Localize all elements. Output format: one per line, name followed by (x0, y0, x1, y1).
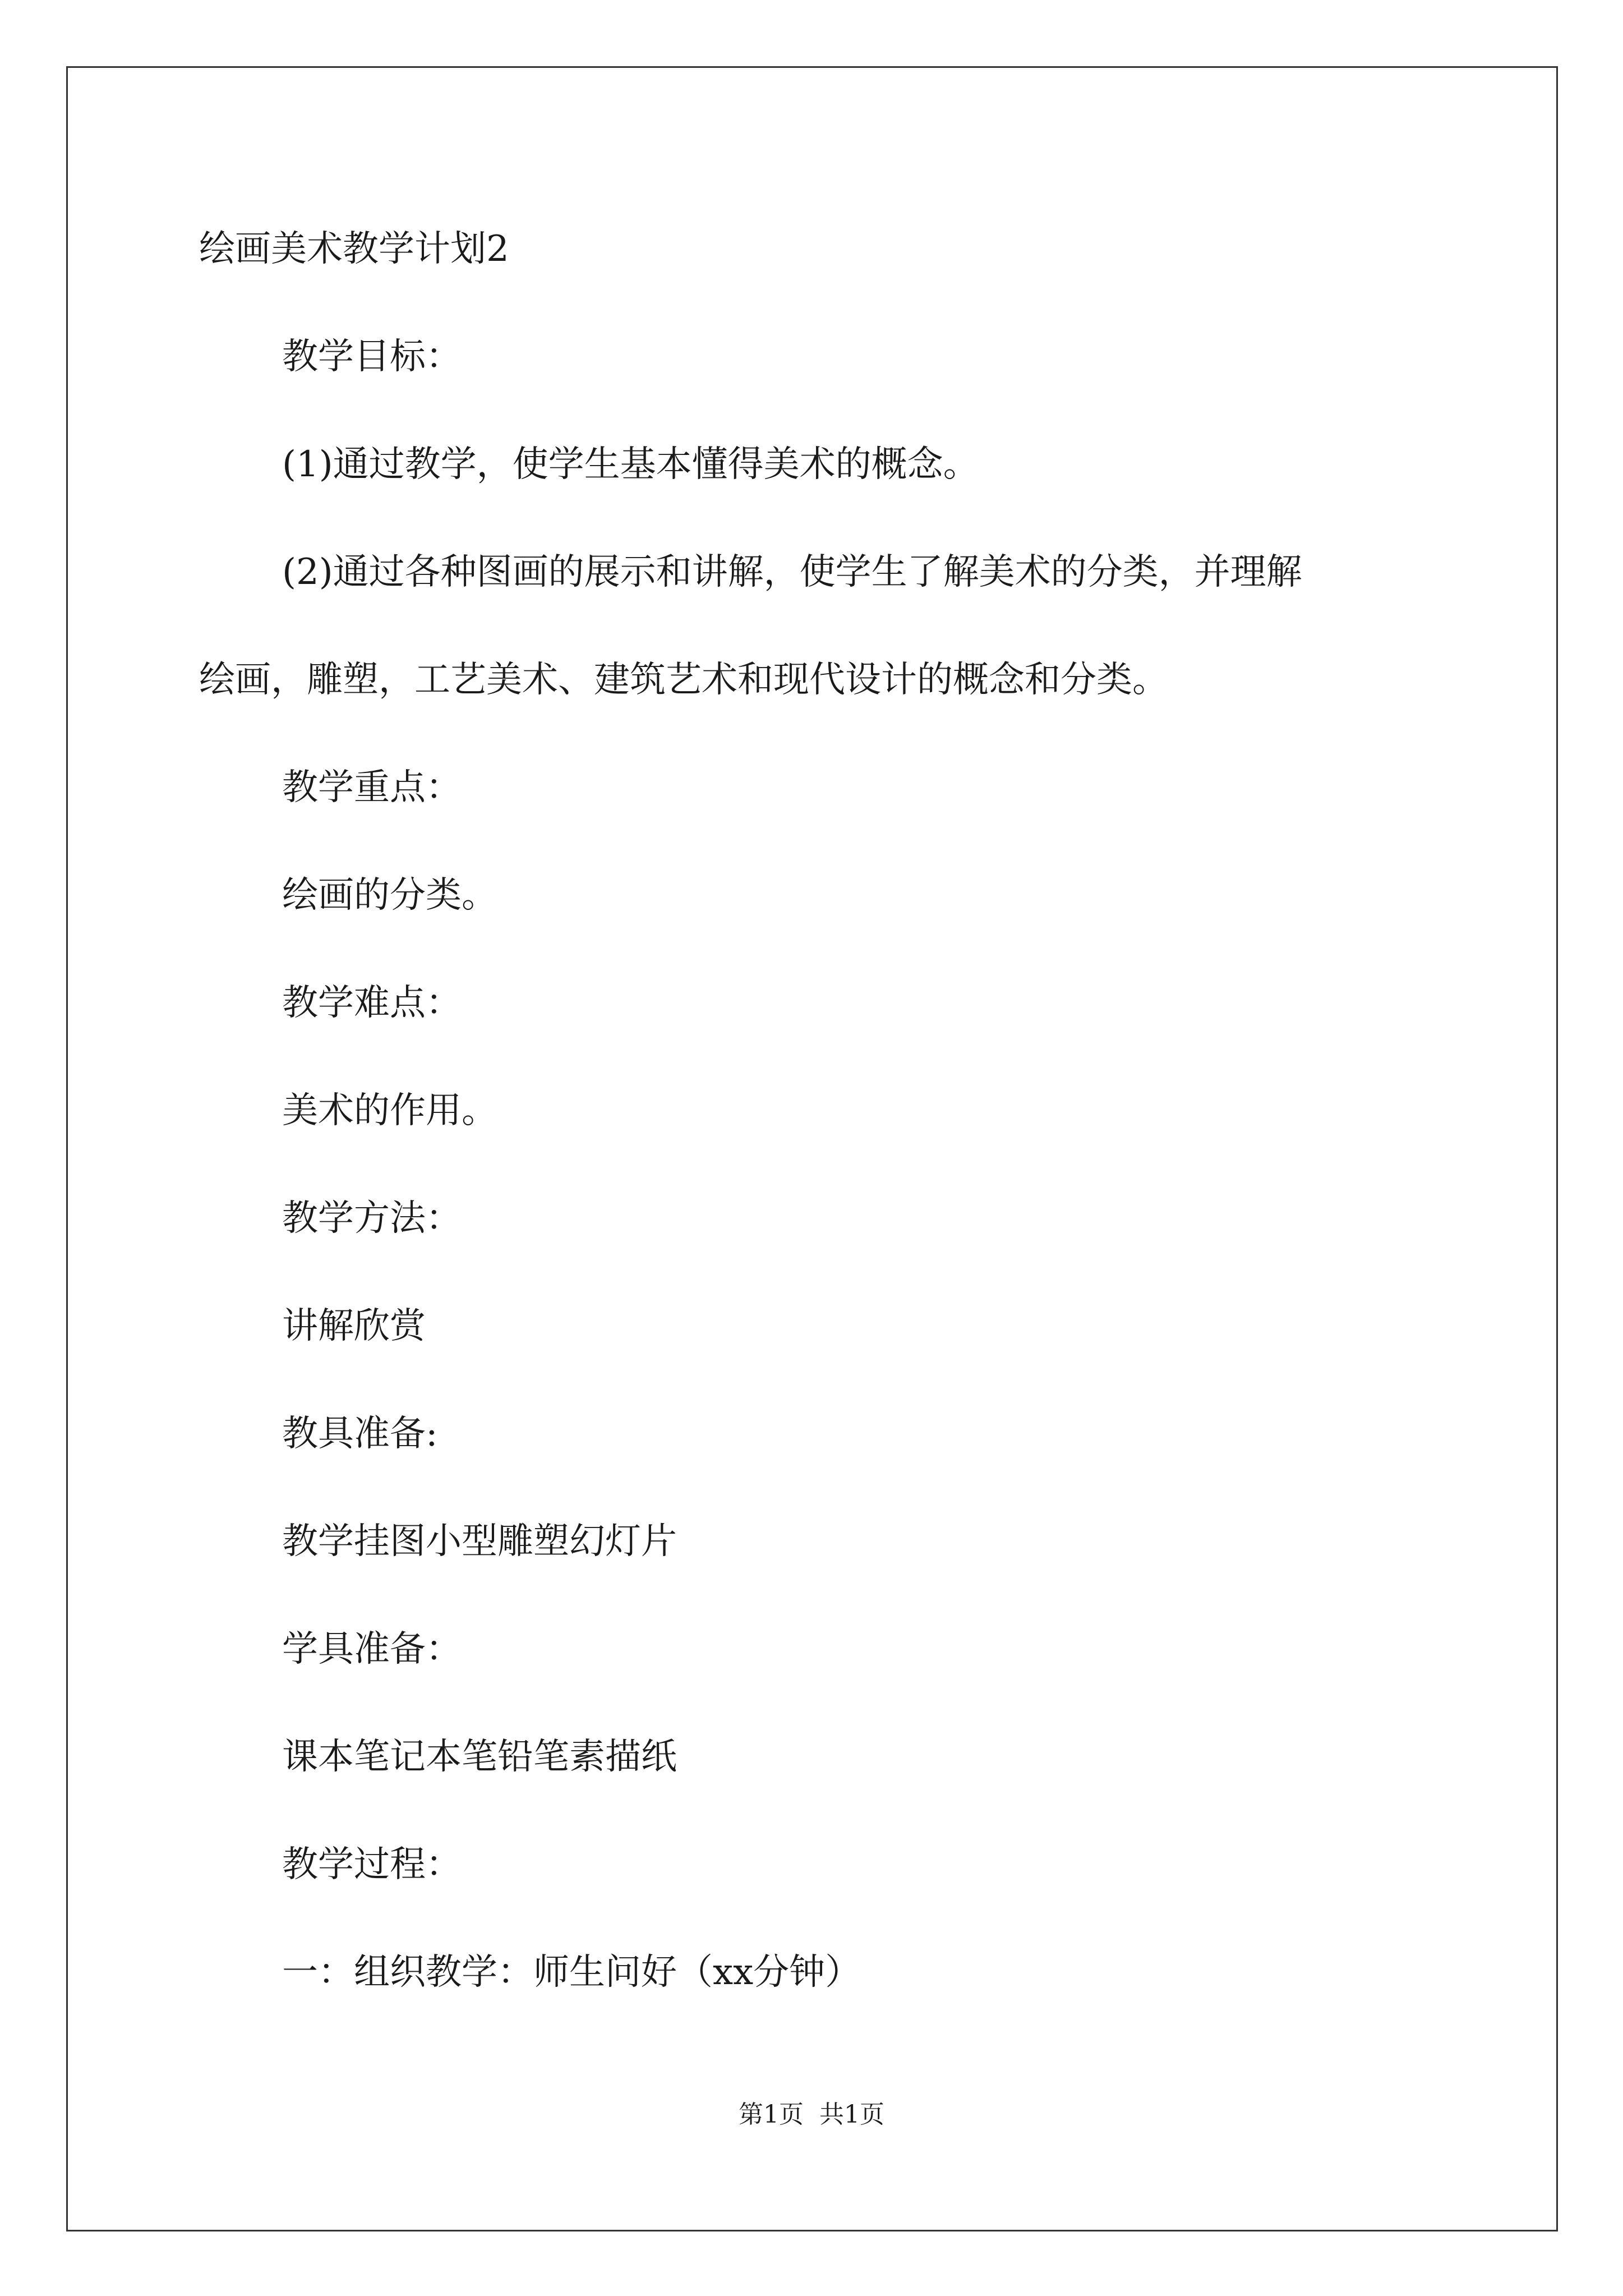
page-number-total: 共1页 (819, 2100, 884, 2129)
paragraph-goal-2: (2)通过各种图画的展示和讲解，使学生了解美术的分类，并理解 (282, 551, 1302, 593)
document-title: 绘画美术教学计划2 (199, 228, 509, 270)
paragraph-student-materials-heading: 学具准备： (282, 1628, 462, 1670)
paragraph-difficulties: 美术的作用。 (282, 1090, 497, 1131)
paragraph-methods-heading: 教学方法： (282, 1198, 462, 1239)
paragraph-process-heading: 教学过程： (282, 1844, 462, 1885)
paragraph-methods: 讲解欣赏 (282, 1305, 426, 1347)
paragraph-goal-1: (1)通过教学，使学生基本懂得美术的概念。 (282, 444, 979, 485)
paragraph-student-materials: 课本笔记本笔铅笔素描纸 (282, 1736, 677, 1778)
paragraph-teaching-goals-heading: 教学目标： (282, 336, 462, 378)
paragraph-key-points-heading: 教学重点： (282, 767, 462, 808)
paragraph-difficulties-heading: 教学难点： (282, 982, 462, 1024)
document-body (199, 222, 1455, 2053)
paragraph-key-points: 绘画的分类。 (282, 875, 497, 916)
paragraph-teaching-aids: 教学挂图小型雕塑幻灯片 (282, 1521, 677, 1562)
paragraph-teaching-aids-heading: 教具准备: (282, 1413, 438, 1455)
page-footer (0, 2098, 1623, 2132)
paragraph-process-step-1: 一：组织教学：师生问好（xx分钟） (282, 1952, 861, 1993)
page-number-current: 第1页 (739, 2100, 804, 2129)
paragraph-goal-2-continued: 绘画，雕塑，工艺美术、建筑艺术和现代设计的概念和分类。 (199, 659, 1168, 701)
